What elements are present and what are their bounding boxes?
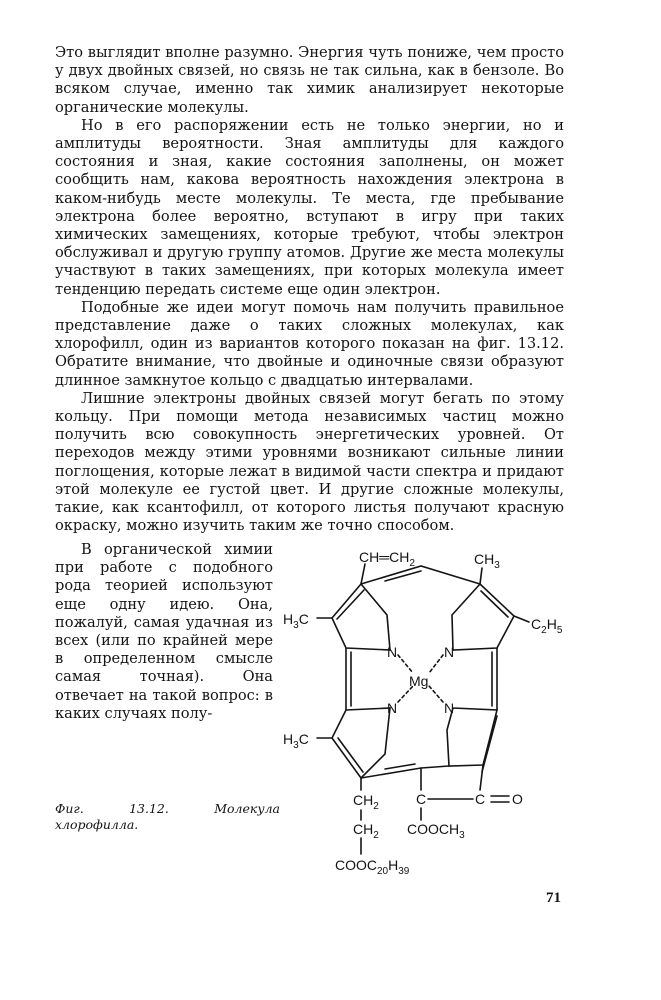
mg-bond-1 xyxy=(398,655,413,673)
ring-bottom-right xyxy=(447,708,497,766)
ring-bottom-left-double xyxy=(338,738,363,772)
methyl-left-top-label: $H_3C$ xyxy=(283,611,309,631)
bonds xyxy=(317,564,529,854)
chlorophyll-figure xyxy=(275,540,575,885)
paragraph-5: В органической химии при работе с подобного рода теорией используют еще одну идею. Она, пожалуй, самая удачная из всех (или по крайней мере в определенном смысле самая точная). Она отвечает на такой вопрос: в каких случаях полу- xyxy=(55,541,273,722)
methyl-left-bottom-label: $H_3C$ xyxy=(283,731,309,751)
vinyl-label: $CH═CH_2$ xyxy=(359,549,415,569)
nitrogen-2-label: N xyxy=(444,644,455,660)
methyl-top-label: $CH_3$ xyxy=(474,551,500,571)
paragraph-2: Но в его распоряжении есть не только энергии, но и амплитуды вероятности. Зная амплитуды для каждого состояния и зная, какие состояния заполнены, он может сообщить нам, какова вероятность нахождения электрона в каком-нибудь месте молекулы. Те места, где пребывание электрона более вероятно, вступают в игру при таких химических замещениях, которые требуют, чтобы электрон обслуживал и другую группу атомов. Другие же места молекулы участвуют в таких замещениях, при которых молекула имеет тенденцию передать системе еще один электрон. xyxy=(55,116,564,298)
nitrogen-3-label: N xyxy=(387,700,398,716)
ring-top-right-double xyxy=(481,591,508,617)
nitrogen-1-label: N xyxy=(387,644,398,660)
bridge-bottom xyxy=(361,766,449,778)
mg-bond-2 xyxy=(429,655,443,673)
keto-carbon-label: C xyxy=(475,791,486,807)
paragraph-3: Подобные же идеи могут помочь нам получить правильное представление даже о таких сложных молекулах, как хлорофилл, один из вариантов которого показан на фиг. 13.12. Обратите внимание, что двойные и одиночные связи образуют длинное замкнутое кольцо с двадцатью интервалами. xyxy=(55,298,564,389)
ring-bottom-right-double xyxy=(482,716,497,772)
ring-top-left-double xyxy=(337,590,364,619)
ch2-a-label: $CH_2$ xyxy=(353,792,379,812)
paragraph-4: Лишние электроны двойных связей могут бегать по этому кольцу. При помощи метода независимых частиц можно получить всю совокупность энергетических уровней. От переходов между этими уровнями возникают сильные линии поглощения, которые лежат в видимой части спектра и придают этой молекуле ее густой цвет. И другие сложные молекулы, такие, как ксантофилл, от которого листья получают красную окраску, можно изучить таким же точно способом. xyxy=(55,389,564,535)
nitrogen-4-label: N xyxy=(444,700,455,716)
ch2-b-label: $CH_2$ xyxy=(353,821,379,841)
ethyl-bond xyxy=(514,616,529,622)
vinyl-bond xyxy=(361,564,365,584)
bridge-bottom-double xyxy=(385,764,415,769)
chlorophyll-structure-diagram xyxy=(275,540,575,885)
keto-ring-bond xyxy=(480,765,483,790)
figure-caption: Фиг. 13.12. Молекула хлорофилла. xyxy=(55,801,280,832)
mg-bond-4 xyxy=(429,686,443,702)
paragraph-1: Это выглядит вполне разумно. Энергия чуть пониже, чем просто у двух двойных связей, но связь не так сильна, как в бензоле. Во всяком случае, именно так химик анализирует некоторые органические молекулы. xyxy=(55,44,564,116)
main-text xyxy=(55,44,564,535)
ethyl-label: $C_2H_5$ xyxy=(531,616,563,636)
methyl-ester-label: $COOCH_3$ xyxy=(407,821,465,841)
bridge-top xyxy=(361,566,480,584)
magnesium-label: Mg xyxy=(409,673,429,689)
side-text xyxy=(55,541,273,723)
page-number: 71 xyxy=(546,890,561,906)
ring-carbon-label: C xyxy=(416,791,427,807)
methyl-top-bond xyxy=(480,568,482,584)
phytyl-ester-label: $COOC_{20}H_{39}$ xyxy=(335,857,410,877)
keto-oxygen-label: O xyxy=(512,791,523,807)
